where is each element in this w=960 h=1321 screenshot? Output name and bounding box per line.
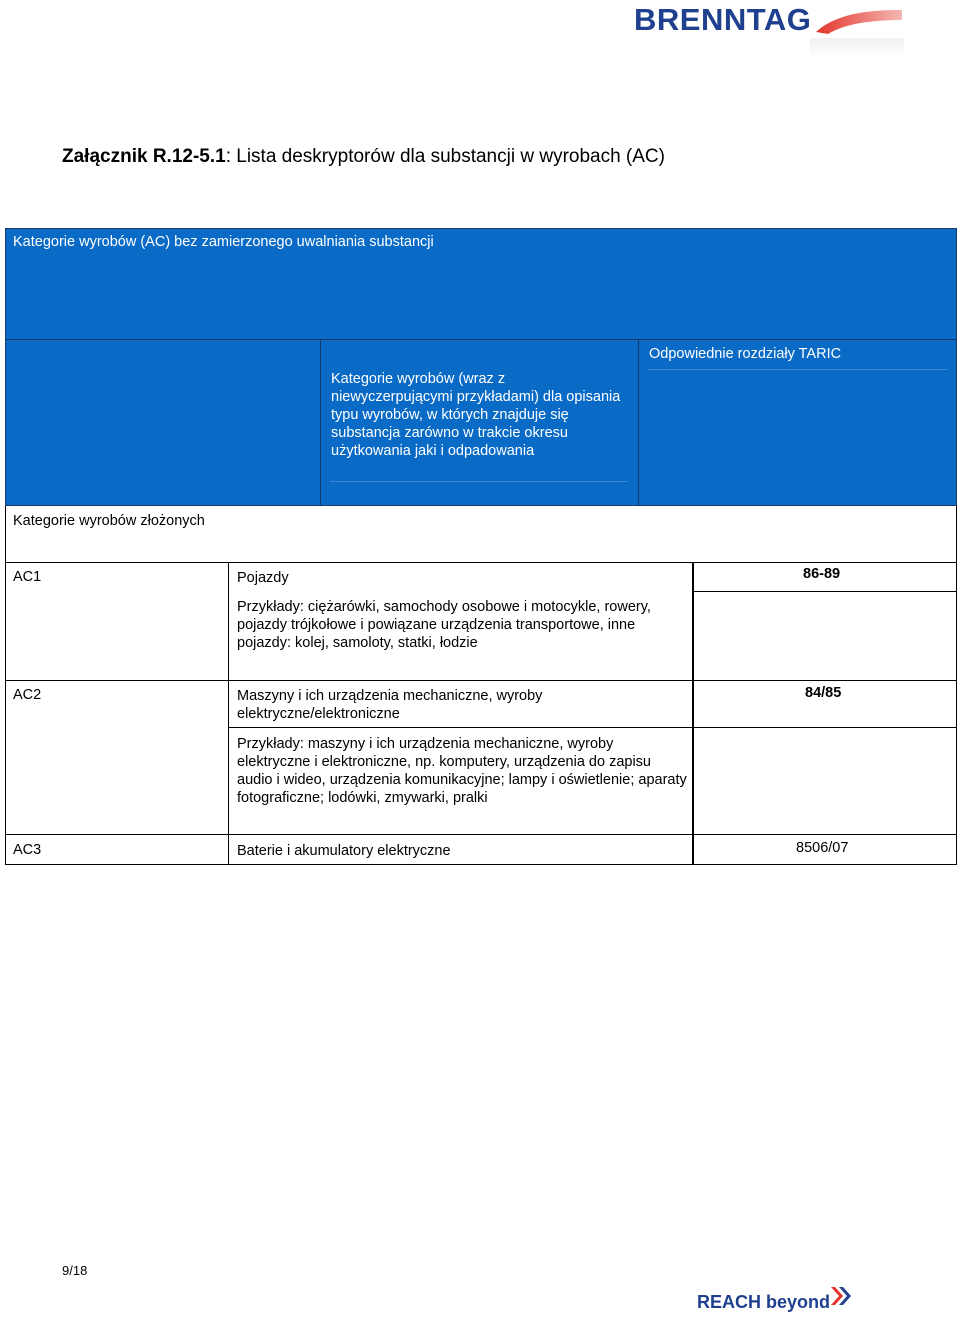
page-number: 9/18: [62, 1263, 88, 1278]
reach-beyond-logo: [697, 1282, 857, 1316]
document-title-bold: Załącznik R.12-5.1: [62, 146, 226, 167]
row-taric: 8506/07: [796, 840, 849, 856]
header-guide-line: [648, 369, 948, 370]
row-examples: Przykłady: maszyny i ich urządzenia mechaniczne, wyroby elektryczne i elektroniczne, np. komputery, urządzenia do zapisu audio i wideo, urządzenia komunikacyjne; lampy i oświetlenie; aparaty fotograficzne; lodówki, zmywarki, pralki: [237, 736, 687, 806]
row-code: AC3: [13, 842, 42, 858]
header-divider-v2: [638, 339, 639, 506]
row-code: AC1: [13, 569, 42, 585]
row-taric: 84/85: [805, 685, 842, 701]
table-band-title: Kategorie wyrobów (AC) bez zamierzonego uwalniania substancji: [13, 234, 434, 250]
header-guide-line: [330, 481, 628, 482]
reach-logo-text: REACH beyond: [697, 1292, 831, 1312]
table-header-band: [5, 228, 957, 506]
header-divider-v1: [320, 339, 321, 506]
table-cell-taric-empty: [692, 727, 957, 835]
document-title: [62, 146, 665, 168]
double-chevron-icon: [829, 1284, 853, 1308]
row-name: Maszyny i ich urządzenia mechaniczne, wyroby elektryczne/elektroniczne: [237, 688, 543, 722]
column-header-taric: Odpowiednie rozdziały TARIC: [649, 346, 842, 362]
header-divider: [5, 339, 957, 340]
column-header-description: Kategorie wyrobów (wraz z niewyczerpującymi przykładami) dla opisania typu wyrobów, w których znajduje się substancja zarówno w trakcie okresu użytkowania jaki i odpadowania: [331, 371, 621, 459]
row-examples: Przykłady: ciężarówki, samochody osobowe i motocykle, rowery, pojazdy trójkołowe i powiązane urządzenia transportowe, inne pojazdy: kolej, samoloty, statki, łodzie: [237, 599, 651, 651]
brenntag-logo-text: BRENNTAG: [634, 2, 812, 37]
table-cell-name: [228, 562, 694, 592]
table-cell-code: [5, 680, 229, 835]
brenntag-logo: [634, 2, 906, 62]
document-title-rest: : Lista deskryptorów dla substancji w wyrobach (AC): [225, 146, 665, 167]
table-cell-taric-empty: [692, 591, 957, 681]
section-label: Kategorie wyrobów złożonych: [13, 513, 205, 529]
brenntag-swoosh-icon: [810, 6, 906, 60]
row-name: Pojazdy: [237, 570, 289, 586]
row-name: Baterie i akumulatory elektryczne: [237, 843, 451, 859]
row-code: AC2: [13, 687, 42, 703]
row-taric: 86-89: [803, 566, 841, 582]
